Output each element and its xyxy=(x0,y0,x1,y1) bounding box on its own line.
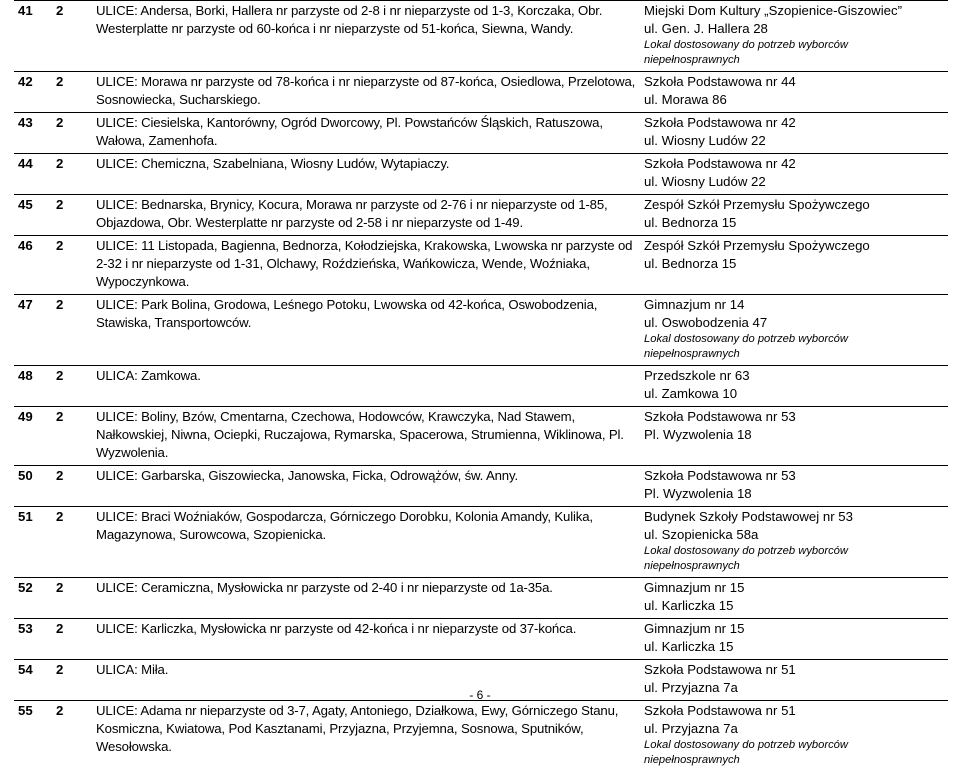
district-streets: ULICE: Chemiczna, Szabelniana, Wiosny Ludów, Wytapiaczy. xyxy=(96,155,636,173)
district-streets-cell xyxy=(92,407,640,466)
district-number: 55 xyxy=(14,701,52,771)
accessibility-note: Lokal dostosowany do potrzeb wyborców niepełnosprawnych xyxy=(644,38,944,68)
district-number: 41 xyxy=(14,1,52,72)
district-streets-cell xyxy=(92,195,640,236)
polling-site-address: Pl. Wyzwolenia 18 xyxy=(644,426,944,444)
polling-site-cell xyxy=(640,507,948,578)
polling-site-name: Gimnazjum nr 15 xyxy=(644,579,944,597)
polling-site-name: Szkoła Podstawowa nr 42 xyxy=(644,114,944,132)
table-row xyxy=(14,701,948,771)
polling-site-name: Budynek Szkoły Podstawowej nr 53 xyxy=(644,508,944,526)
district-streets: ULICA: Zamkowa. xyxy=(96,367,636,385)
district-members-count: 2 xyxy=(52,466,92,507)
district-number: 50 xyxy=(14,466,52,507)
district-streets-cell xyxy=(92,236,640,295)
polling-site-name: Gimnazjum nr 15 xyxy=(644,620,944,638)
table-row xyxy=(14,1,948,72)
polling-site-address: ul. Przyjazna 7a xyxy=(644,720,944,738)
district-number: 45 xyxy=(14,195,52,236)
polling-site-name: Zespół Szkół Przemysłu Spożywczego xyxy=(644,196,944,214)
polling-site-cell xyxy=(640,701,948,771)
polling-site-cell xyxy=(640,619,948,660)
table-row xyxy=(14,619,948,660)
district-streets: ULICE: Boliny, Bzów, Cmentarna, Czechowa, Hodowców, Krawczyka, Nad Stawem, Nałkowskiej, Niwna, Ociepki, Ruczajowa, Rymarska, Spacerowa, Strumienna, Wiklinowa, Pl. Wyzwolenia. xyxy=(96,408,636,462)
district-members-count: 2 xyxy=(52,660,92,701)
district-number: 48 xyxy=(14,366,52,407)
polling-site-address: ul. Zamkowa 10 xyxy=(644,385,944,403)
table-row xyxy=(14,407,948,466)
polling-site-address: ul. Szopienicka 58a xyxy=(644,526,944,544)
polling-site-cell xyxy=(640,113,948,154)
polling-site-address: Pl. Wyzwolenia 18 xyxy=(644,485,944,503)
polling-site-address: ul. Bednorza 15 xyxy=(644,255,944,273)
polling-site-cell xyxy=(640,578,948,619)
polling-site-name: Szkoła Podstawowa nr 42 xyxy=(644,155,944,173)
polling-site-address: ul. Morawa 86 xyxy=(644,91,944,109)
district-streets-cell xyxy=(92,113,640,154)
district-streets: ULICE: Andersa, Borki, Hallera nr parzyste od 2-8 i nr nieparzyste od 1-3, Korczaka, Obr. Westerplatte nr parzyste od 60-końca i nr nieparzyste od 51-końca, Siewna, Wandy. xyxy=(96,2,636,38)
district-members-count: 2 xyxy=(52,236,92,295)
page-number: - 6 - xyxy=(0,688,960,702)
polling-site-name: Szkoła Podstawowa nr 53 xyxy=(644,467,944,485)
district-number: 43 xyxy=(14,113,52,154)
district-members-count: 2 xyxy=(52,154,92,195)
polling-site-name: Zespół Szkół Przemysłu Spożywczego xyxy=(644,237,944,255)
district-members-count: 2 xyxy=(52,72,92,113)
accessibility-note: Lokal dostosowany do potrzeb wyborców niepełnosprawnych xyxy=(644,544,944,574)
district-streets: ULICE: Adama nr nieparzyste od 3-7, Agaty, Antoniego, Działkowa, Ewy, Górniczego Stanu, Kosmiczna, Kwiatowa, Pod Kasztanami, Przyjazna, Przyjemna, Sosnowa, Sputników, Wesołowska. xyxy=(96,702,636,756)
district-streets-cell xyxy=(92,507,640,578)
accessibility-note: Lokal dostosowany do potrzeb wyborców niepełnosprawnych xyxy=(644,332,944,362)
table-row xyxy=(14,113,948,154)
district-streets: ULICE: Braci Woźniaków, Gospodarcza, Górniczego Dorobku, Kolonia Amandy, Kulika, Magazynowa, Surowcowa, Szopienicka. xyxy=(96,508,636,544)
polling-site-address: ul. Gen. J. Hallera 28 xyxy=(644,20,944,38)
district-streets-cell xyxy=(92,578,640,619)
district-number: 49 xyxy=(14,407,52,466)
district-number: 46 xyxy=(14,236,52,295)
polling-site-cell xyxy=(640,407,948,466)
polling-site-cell xyxy=(640,295,948,366)
table-row xyxy=(14,72,948,113)
polling-districts-table xyxy=(14,0,948,771)
district-members-count: 2 xyxy=(52,113,92,154)
polling-site-cell xyxy=(640,1,948,72)
polling-site-name: Szkoła Podstawowa nr 44 xyxy=(644,73,944,91)
polling-site-cell xyxy=(640,366,948,407)
district-number: 54 xyxy=(14,660,52,701)
district-streets-cell xyxy=(92,619,640,660)
polling-site-name: Miejski Dom Kultury „Szopienice-Giszowiec” xyxy=(644,2,944,20)
table-row xyxy=(14,507,948,578)
district-number: 42 xyxy=(14,72,52,113)
polling-site-address: ul. Wiosny Ludów 22 xyxy=(644,173,944,191)
district-members-count: 2 xyxy=(52,366,92,407)
district-streets-cell xyxy=(92,366,640,407)
district-members-count: 2 xyxy=(52,701,92,771)
document-page xyxy=(14,0,946,771)
district-streets: ULICE: Park Bolina, Grodowa, Leśnego Potoku, Lwowska od 42-końca, Oswobodzenia, Stawiska, Transportowców. xyxy=(96,296,636,332)
polling-site-name: Szkoła Podstawowa nr 51 xyxy=(644,661,944,679)
polling-site-address: ul. Przyjazna 7a xyxy=(644,679,944,697)
polling-site-cell xyxy=(640,466,948,507)
district-members-count: 2 xyxy=(52,195,92,236)
table-row xyxy=(14,366,948,407)
district-streets-cell xyxy=(92,72,640,113)
polling-site-address: ul. Wiosny Ludów 22 xyxy=(644,132,944,150)
polling-site-cell xyxy=(640,195,948,236)
district-streets: ULICE: Karliczka, Mysłowicka nr parzyste od 42-końca i nr nieparzyste od 37-końca. xyxy=(96,620,636,638)
table-row xyxy=(14,154,948,195)
table-body xyxy=(14,1,948,771)
district-streets-cell xyxy=(92,154,640,195)
district-number: 53 xyxy=(14,619,52,660)
district-number: 52 xyxy=(14,578,52,619)
district-streets-cell xyxy=(92,466,640,507)
district-members-count: 2 xyxy=(52,619,92,660)
district-streets: ULICE: Ceramiczna, Mysłowicka nr parzyste od 2-40 i nr nieparzyste od 1a-35a. xyxy=(96,579,636,597)
district-streets-cell xyxy=(92,701,640,771)
table-row xyxy=(14,295,948,366)
district-streets-cell xyxy=(92,1,640,72)
polling-site-cell xyxy=(640,72,948,113)
district-streets-cell xyxy=(92,295,640,366)
polling-site-name: Szkoła Podstawowa nr 51 xyxy=(644,702,944,720)
district-members-count: 2 xyxy=(52,507,92,578)
district-streets: ULICE: 11 Listopada, Bagienna, Bednorza, Kołodziejska, Krakowska, Lwowska nr parzyste od 2-32 i nr nieparzyste od 1-31, Olchawy, Roździeńska, Wańkowicza, Wende, Woźniaka, Wypoczynkowa. xyxy=(96,237,636,291)
polling-site-name: Szkoła Podstawowa nr 53 xyxy=(644,408,944,426)
district-streets: ULICE: Ciesielska, Kantorówny, Ogród Dworcowy, Pl. Powstańców Śląskich, Ratuszowa, Wałowa, Zamenhofa. xyxy=(96,114,636,150)
table-row xyxy=(14,236,948,295)
district-streets: ULICE: Bednarska, Brynicy, Kocura, Morawa nr parzyste od 2-76 i nr nieparzyste od 1-85, Objazdowa, Obr. Westerplatte nr parzyste od 2-58 i nr nieparzyste od 1-49. xyxy=(96,196,636,232)
table-row xyxy=(14,578,948,619)
district-members-count: 2 xyxy=(52,578,92,619)
district-members-count: 2 xyxy=(52,1,92,72)
polling-site-address: ul. Bednorza 15 xyxy=(644,214,944,232)
polling-site-cell xyxy=(640,236,948,295)
table-row xyxy=(14,466,948,507)
polling-site-name: Gimnazjum nr 14 xyxy=(644,296,944,314)
table-row xyxy=(14,195,948,236)
district-members-count: 2 xyxy=(52,295,92,366)
district-members-count: 2 xyxy=(52,407,92,466)
district-number: 51 xyxy=(14,507,52,578)
polling-site-address: ul. Karliczka 15 xyxy=(644,597,944,615)
polling-site-cell xyxy=(640,154,948,195)
polling-site-name: Przedszkole nr 63 xyxy=(644,367,944,385)
district-number: 44 xyxy=(14,154,52,195)
district-streets: ULICE: Morawa nr parzyste od 78-końca i nr nieparzyste od 87-końca, Osiedlowa, Przelotowa, Sosnowiecka, Sucharskiego. xyxy=(96,73,636,109)
polling-site-address: ul. Oswobodzenia 47 xyxy=(644,314,944,332)
polling-site-address: ul. Karliczka 15 xyxy=(644,638,944,656)
district-streets: ULICE: Garbarska, Giszowiecka, Janowska, Ficka, Odrowążów, św. Anny. xyxy=(96,467,636,485)
district-number: 47 xyxy=(14,295,52,366)
accessibility-note: Lokal dostosowany do potrzeb wyborców niepełnosprawnych xyxy=(644,738,944,768)
district-streets: ULICA: Miła. xyxy=(96,661,636,679)
